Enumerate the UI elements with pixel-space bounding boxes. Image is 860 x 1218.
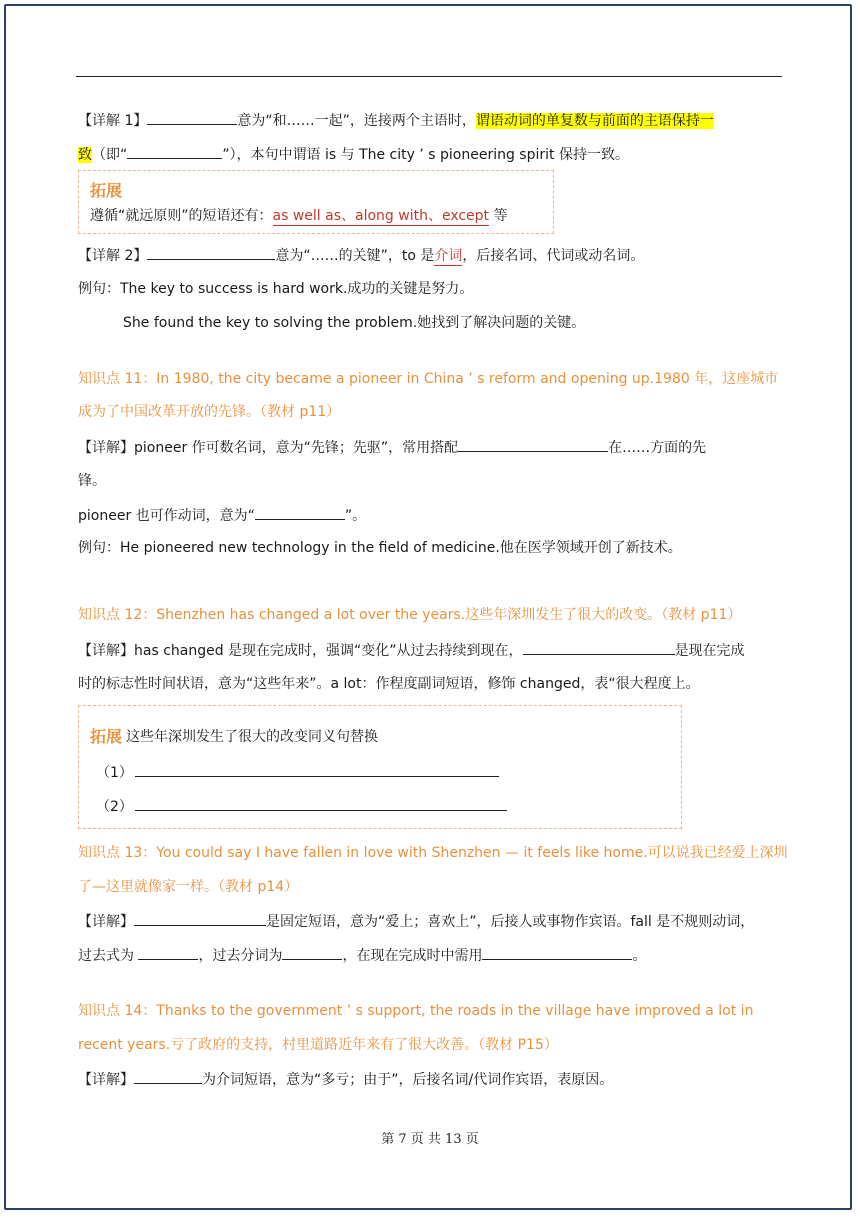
- kp13-detail-line-1: 【详解】 是固定短语，意为“爱上；喜欢上”，后接人或事物作宾语。fall 是不规则动词，: [78, 911, 754, 932]
- fill-blank[interactable]: [482, 945, 632, 960]
- knowledge-point-13-title: 知识点 13：You could say I have fallen in love with Shenzhen — it feels like home.可以说我已经爱上深圳: [78, 845, 788, 861]
- kp12-detail-line-2: 时的标志性时间状语，意为“这些年来”。a lot：作程度副词短语，修饰 changed，表“很大程度上。: [78, 676, 700, 692]
- knowledge-point-13-title-cont: 了—这里就像家一样。（教材 p14）: [78, 879, 299, 895]
- kp13-detail-line-2: 过去式为 ，过去分词为 ，在现在完成时中需用 。: [78, 945, 646, 966]
- fill-blank[interactable]: [134, 1069, 202, 1084]
- header-rule: [76, 76, 782, 77]
- knowledge-point-14-title-cont: recent years.亏了政府的支持，村里道路近年来有了很大改善。（教材 P15）: [78, 1037, 558, 1053]
- rewrite-item-1: （1）: [96, 762, 499, 783]
- fill-blank[interactable]: [523, 640, 675, 655]
- detail-2-line: 【详解 2】 意为“……的关键”，to 是介词，后接名词、代词或动名词。: [78, 245, 644, 266]
- fill-blank[interactable]: [282, 945, 342, 960]
- knowledge-point-11-title: 知识点 11：In 1980, the city became a pioneer in China ’ s reform and opening up.1980 年，这座城市: [78, 371, 779, 387]
- page-number: 第 7 页 共 13 页: [381, 1132, 479, 1147]
- knowledge-point-11-title-cont: 成为了中国改革开放的先锋。（教材 p11）: [78, 404, 341, 420]
- fill-blank[interactable]: [127, 144, 222, 159]
- knowledge-point-12-title: 知识点 12：Shenzhen has changed a lot over the years.这些年深圳发生了很大的改变。（教材 p11）: [78, 607, 742, 623]
- detail-1-line-2: 致（即“ ”），本句中谓语 is 与 The city ’ s pioneering spirit 保持一致。: [78, 144, 629, 165]
- kp12-detail-line-1: 【详解】has changed 是现在完成时，强调“变化”从过去持续到现在， 是现在完成: [78, 640, 745, 661]
- fill-blank[interactable]: [458, 437, 608, 452]
- example-sentence-2: She found the key to solving the problem.她找到了解决问题的关键。: [123, 315, 586, 331]
- fill-blank[interactable]: [147, 245, 275, 260]
- highlighted-text: 致: [78, 147, 92, 163]
- rewrite-item-2: （2）: [96, 796, 507, 817]
- fill-blank[interactable]: [135, 762, 499, 777]
- phrase-list: as well as、along with、except: [272, 208, 490, 224]
- fill-blank[interactable]: [134, 911, 266, 926]
- kp11-detail-line-1: 【详解】pioneer 作可数名词，意为“先锋；先驱”，常用搭配 在……方面的先: [78, 437, 706, 458]
- detail-1-line-1: 【详解 1】 意为“和……一起”，连接两个主语时，谓语动词的单复数与前面的主语保持一: [78, 110, 714, 131]
- extension-text: 这些年深圳发生了很大的改变同义句替换: [126, 729, 378, 745]
- fill-blank[interactable]: [255, 505, 345, 520]
- kp11-detail-line-3: pioneer 也可作动词，意为“ ”。: [78, 505, 366, 526]
- kp11-detail-line-2: 锋。: [78, 473, 106, 489]
- kp11-example: 例句：He pioneered new technology in the field of medicine.他在医学领域开创了新技术。: [78, 540, 682, 556]
- fill-blank[interactable]: [135, 796, 507, 811]
- example-sentence-1: 例句：The key to success is hard work.成功的关键是努力。: [78, 281, 474, 297]
- detail-label: 【详解 1】: [78, 113, 148, 129]
- fill-blank[interactable]: [147, 110, 237, 125]
- extension-title: 拓展: [90, 727, 123, 746]
- extension-text: 遵循“就远原则”的短语还有：as well as、along with、except 等: [90, 208, 508, 224]
- kp14-detail-line: 【详解】 为介词短语，意为“多亏；由于”，后接名词/代词作宾语，表原因。: [78, 1069, 613, 1090]
- knowledge-point-14-title: 知识点 14：Thanks to the government ’ s support, the roads in the village have improved a lot in: [78, 1003, 754, 1019]
- fill-blank[interactable]: [138, 945, 198, 960]
- extension-title: 拓展: [90, 181, 123, 200]
- highlighted-text: 谓语动词的单复数与前面的主语保持一: [475, 113, 714, 129]
- underlined-term: 介词: [434, 248, 463, 264]
